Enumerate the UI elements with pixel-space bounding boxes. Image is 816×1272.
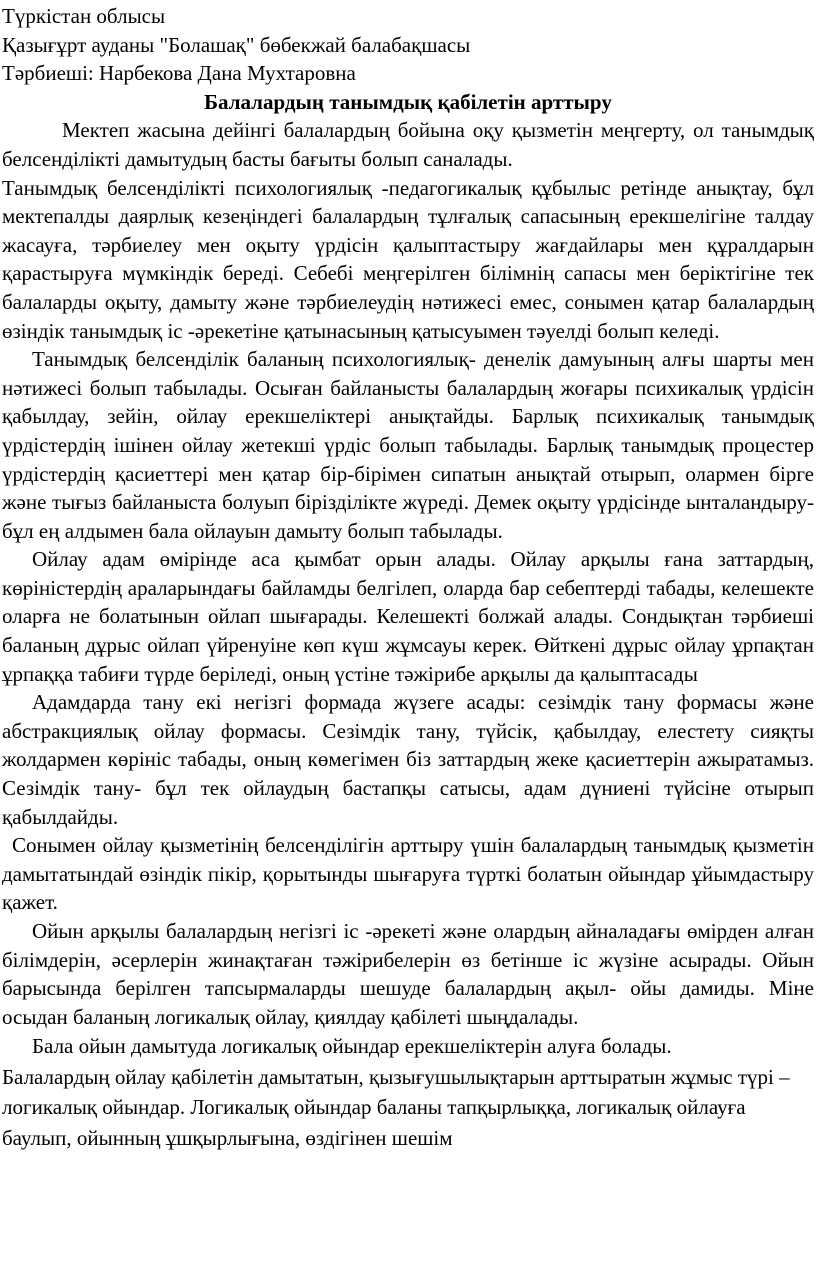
paragraph-5: Адамдарда тану екі негізгі формада жүзеге асады: сезімдік тану формасы және абстракциялық ойлау формасы. Сезімдік тану, түйсік, қабылдау, елестету сияқты жолдармен көрініс табады, оның көмегімен біз заттардың жеке қасиеттерін ажыратамыз. Сезімдік тану- бұл тек ойлаудың бастапқы сатысы, адам дүниені түйсіне отырып қабылдайды.	[2, 690, 814, 829]
paragraph-8: Бала ойын дамытуда логикалық ойындар ерекшеліктерін алуға болады.	[32, 1034, 672, 1059]
paragraph-9: Балалардың ойлау қабілетін дамытатын, қызығушылықтарын арттыратын жұмыс түрі – логикалық ойындар. Логикалық ойындар баланы тапқырлыққа, логикалық ойлауға баулып, ойынның ұшқырлығына, өздігінен шешім	[2, 1064, 790, 1150]
paragraph-3: Танымдық белсенділік баланың психологиялық- денелік дамуының алғы шарты мен нәтижесі болып табылады. Осыған байланысты балалардың жоғары психикалық үрдісін қабылдау, зейін, ойлау ерекшеліктері анықтайды. Барлық психикалық танымдық үрдістердің ішінен ойлау жетекші үрдіс болып табылады. Барлық танымдық процестер үрдістердің қасиеттері мен қатар бір-бірімен сипатын анықтай отырып, олармен бірге және тығыз байланыста болуып бірізділікте жүреді. Демек оқыту үрдісінде ынталандыру- бұл ең алдымен бала ойлауын дамыту болып табылады.	[2, 347, 814, 543]
paragraph-4: Ойлау адам өмірінде аса қымбат орын алады. Ойлау арқылы ғана заттардың, көріністердің араларындағы байламды белгілеп, оларда бар себептерді табады, келешекте оларға не болатынын ойлап шығарады. Келешекті болжай алады. Сондықтан тәрбиеші баланың дұрыс ойлап үйренуіне көп күш жұмсауы керек. Өйткені дұрыс ойлау ұрпақтан ұрпаққа табиғи түрде беріледі, оның үстіне тәжірибе арқылы да қалыптасады	[2, 547, 814, 686]
teacher-line: Тәрбиеші: Нарбекова Дана Мухтаровна	[2, 61, 356, 86]
closing-section	[2, 1031, 814, 1153]
region-line: Түркістан облысы	[2, 4, 166, 28]
paragraph-6: Сонымен ойлау қызметінің белсенділігін арттыру үшін балалардың танымдық қызметін дамытатындай өзіндік пікір, қорытынды шығаруға түрткі болатын ойындар ұйымдастыру қажет.	[2, 833, 814, 915]
paragraph-1: Мектеп жасына дейінгі балалардың бойына оқу қызметін меңгерту, ол танымдық белсенділікті дамытудың басты бағыты болып саналады.	[2, 118, 814, 171]
paragraph-7: Ойын арқылы балалардың негізгі іс -әрекеті және олардың айналадағы өмірден алған білімдерін, әсерлерін жинақтаған тәжірибелерін өз бетінше іс жүзіне асырады. Ойын барысында берілген тапсырмаларды шешуде балалардың ақыл- ойы дамиды. Міне осыдан баланың логикалық ойлау, қиялдау қабілеті шыңдалады.	[2, 919, 814, 1029]
kindergarten-line: Қазығұрт ауданы "Болашақ" бөбекжай балабақшасы	[2, 32, 471, 57]
paragraph-2: Танымдық белсенділікті психологиялық -педагогикалық құбылыс ретінде анықтау, бұл мектепалды даярлық кезеңіндегі балалардың тұлғалық сапасының ерекшелігіне талдау жасауға, тәрбиелеу мен оқыту үрдісін қалыптастыру жағдайлары мен құралдарын қарастыруға мүмкіндік береді. Себебі меңгерілген білімнің сапасы мен беріктігіне тек балаларды оқыту, дамыту және тәрбиелеудің нәтижесі емес, сонымен қатар балалардың өзіндік танымдық іс -әрекетіне қатынасының қатысуымен тәуелді болып келеді.	[2, 175, 814, 343]
document-title: Балалардың танымдық қабілетін арттыру	[204, 89, 612, 114]
